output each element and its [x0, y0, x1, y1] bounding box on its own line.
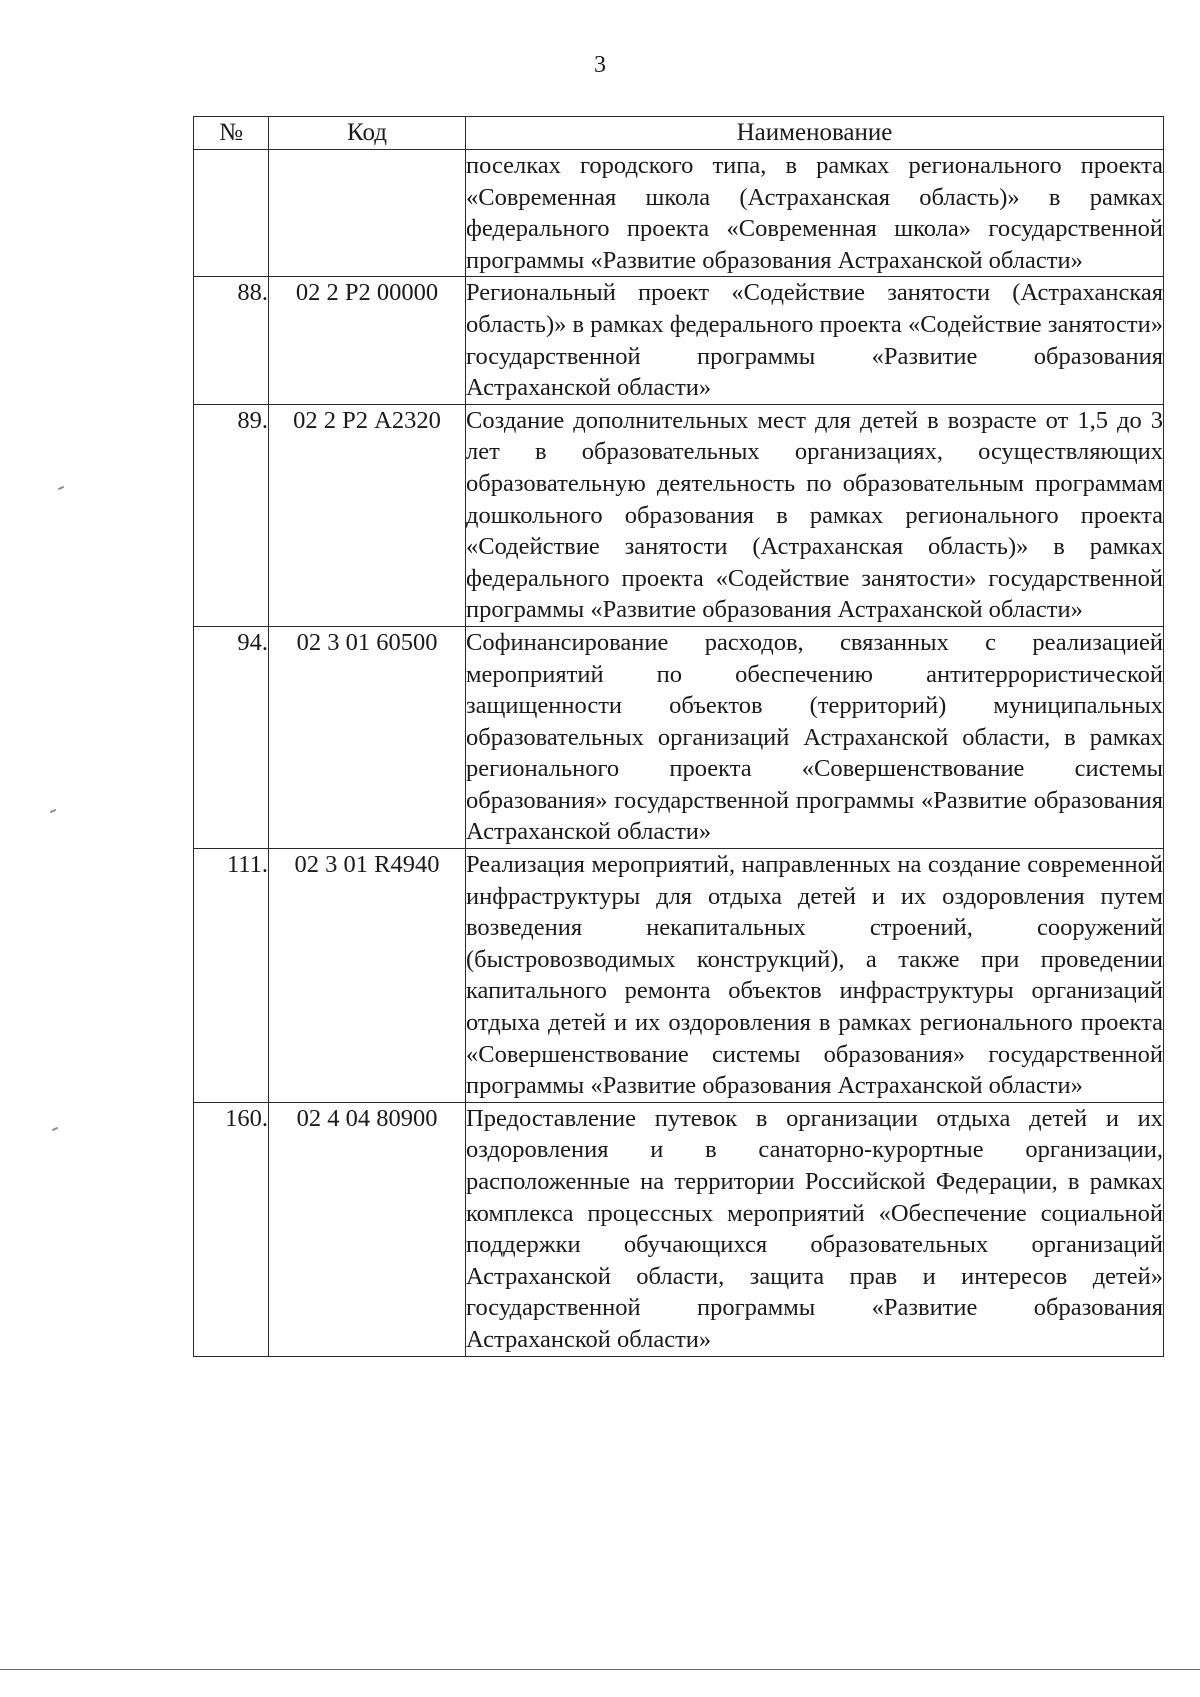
row-number: 160.: [194, 1102, 269, 1356]
table-row: [194, 1102, 1164, 1356]
row-code: 02 3 01 60500: [269, 626, 466, 848]
row-code: 02 3 01 R4940: [269, 849, 466, 1103]
row-name: Софинансирование расходов, связанных с реализацией мероприятий по обеспечению антитеррористической защищенности объектов (территорий) муниципальных образовательных организаций Астраханской области, в рамках регионального проекта «Совершенствование системы образования» государственной программы «Развитие образования Астраханской области»: [466, 626, 1164, 848]
scan-speck: [58, 486, 64, 490]
page-number: 3: [594, 52, 606, 78]
table-row: [194, 849, 1164, 1103]
header-number: №: [194, 117, 269, 150]
table-row: [194, 626, 1164, 848]
scan-speck: [52, 1127, 58, 1131]
row-name: поселках городского типа, в рамках регионального проекта «Современная школа (Астраханская область)» в рамках федерального проекта «Современная школа» государственной программы «Развитие образования Астраханской области»: [466, 150, 1164, 277]
row-number: 111.: [194, 849, 269, 1103]
row-name: Предоставление путевок в организации отдыха детей и их оздоровления и в санаторно-курортные организации, расположенные на территории Российской Федерации, в рамках комплекса процессных мероприятий «Обеспечение социальной поддержки обучающихся образовательных организаций Астраханской области, защита прав и интересов детей» государственной программы «Развитие образования Астраханской области»: [466, 1102, 1164, 1356]
row-number: 89.: [194, 404, 269, 626]
table-row: [194, 404, 1164, 626]
table-header-row: [194, 117, 1164, 150]
header-name: Наименование: [466, 117, 1164, 150]
table-row: [194, 150, 1164, 277]
budget-code-table: [193, 116, 1164, 1357]
row-code: 02 2 Р2 А2320: [269, 404, 466, 626]
row-code: 02 2 Р2 00000: [269, 277, 466, 404]
row-code: [269, 150, 466, 277]
header-code: Код: [269, 117, 466, 150]
row-number: [194, 150, 269, 277]
row-code: 02 4 04 80900: [269, 1102, 466, 1356]
row-number: 94.: [194, 626, 269, 848]
row-name: Реализация мероприятий, направленных на создание современной инфраструктуры для отдыха детей и их оздоровления путем возведения некапитальных строений, сооружений (быстровозводимых конструкций), а также при проведении капитального ремонта объектов инфраструктуры организаций отдыха детей и их оздоровления в рамках регионального проекта «Совершенствование системы образования» государственной программы «Развитие образования Астраханской области»: [466, 849, 1164, 1103]
footer-rule: [0, 1669, 1200, 1670]
row-name: Создание дополнительных мест для детей в возрасте от 1,5 до 3 лет в образовательных организациях, осуществляющих образовательную деятельность по образовательным программам дошкольного образования в рамках регионального проекта «Содействие занятости (Астраханская область)» в рамках федерального проекта «Содействие занятости» государственной программы «Развитие образования Астраханской области»: [466, 404, 1164, 626]
table-row: [194, 277, 1164, 404]
scan-speck: [50, 809, 56, 813]
row-number: 88.: [194, 277, 269, 404]
row-name: Региональный проект «Содействие занятости (Астраханская область)» в рамках федерального проекта «Содействие занятости» государственной программы «Развитие образования Астраханской области»: [466, 277, 1164, 404]
